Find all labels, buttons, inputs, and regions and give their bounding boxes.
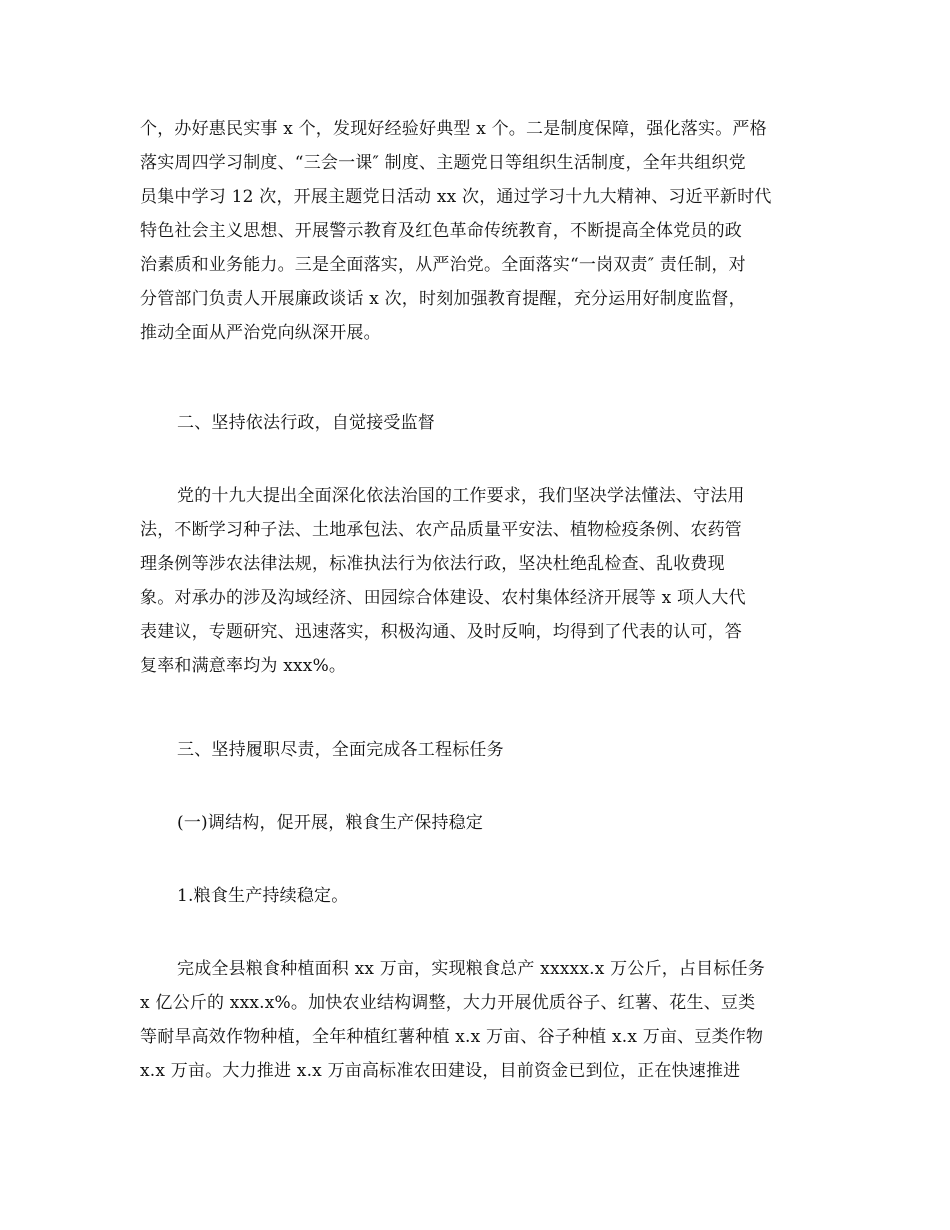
paragraph-2-line-5: 表建议，专题研究、迅速落实，积极沟通、及时反响，均得到了代表的认可，答	[140, 622, 742, 642]
paragraph-2-line-1: 党的十九大提出全面深化依法治国的工作要求，我们坚决学法懂法、守法用	[177, 486, 745, 506]
paragraph-1-line-7: 推动全面从严治党向纵深开展。	[140, 323, 381, 343]
paragraph-1-line-6: 分管部门负责人开展廉政谈话 x 次，时刻加强教育提醒，充分运用好制度监督，	[140, 289, 746, 309]
paragraph-2-line-3: 理条例等涉农法律法规，标准执法行为依法行政，坚决杜绝乱检查、乱收费现	[140, 554, 725, 574]
paragraph-1-line-4: 特色社会主义思想、开展警示教育及红色革命传统教育，不断提高全体党员的政	[140, 221, 742, 241]
paragraph-3-line-3: 等耐旱高效作物种植，全年种植红薯种植 x.x 万亩、谷子种植 x.x 万亩、豆类作物	[140, 1027, 764, 1047]
paragraph-3-line-2: x 亿公斤的 xxx.x%。加快农业结构调整，大力开展优质谷子、红薯、花生、豆类	[140, 993, 756, 1013]
paragraph-1-line-1: 个，办好惠民实事 x 个，发现好经验好典型 x 个。二是制度保障，强化落实。严格	[140, 119, 767, 139]
paragraph-1-line-5: 治素质和业务能力。三是全面落实，从严治党。全面落实“一岗双责″ 责任制，对	[140, 255, 746, 275]
paragraph-3-line-1: 完成全县粮食种植面积 xx 万亩，实现粮食总产 xxxxx.x 万公斤，占目标任务	[177, 959, 765, 979]
section-heading-3: 三、坚持履职尽责，全面完成各工程标任务	[177, 740, 504, 760]
section-heading-2: 二、坚持依法行政，自觉接受监督	[177, 413, 435, 433]
paragraph-1-line-2: 落实周四学习制度、“三会一课″ 制度、主题党日等组织生活制度，全年共组织党	[140, 153, 746, 173]
paragraph-1-line-3: 员集中学习 12 次，开展主题党日活动 xx 次，通过学习十九大精神、习近平新时代	[140, 187, 772, 207]
paragraph-2-line-4: 象。对承办的涉及沟域经济、田园综合体建设、农村集体经济开展等 x 项人大代	[140, 588, 746, 608]
paragraph-2-line-6: 复率和满意率均为 xxx%。	[140, 656, 347, 676]
subsection-heading-1: (一)调结构，促开展，粮食生产保持稳定	[177, 813, 484, 833]
paragraph-2-line-2: 法，不断学习种子法、土地承包法、农产品质量平安法、植物检疫条例、农药管	[140, 520, 742, 540]
paragraph-3-line-4: x.x 万亩。大力推进 x.x 万亩高标准农田建设，目前资金已到位，正在快速推进	[140, 1061, 741, 1081]
numbered-item-1: 1.粮食生产持续稳定。	[177, 886, 349, 906]
